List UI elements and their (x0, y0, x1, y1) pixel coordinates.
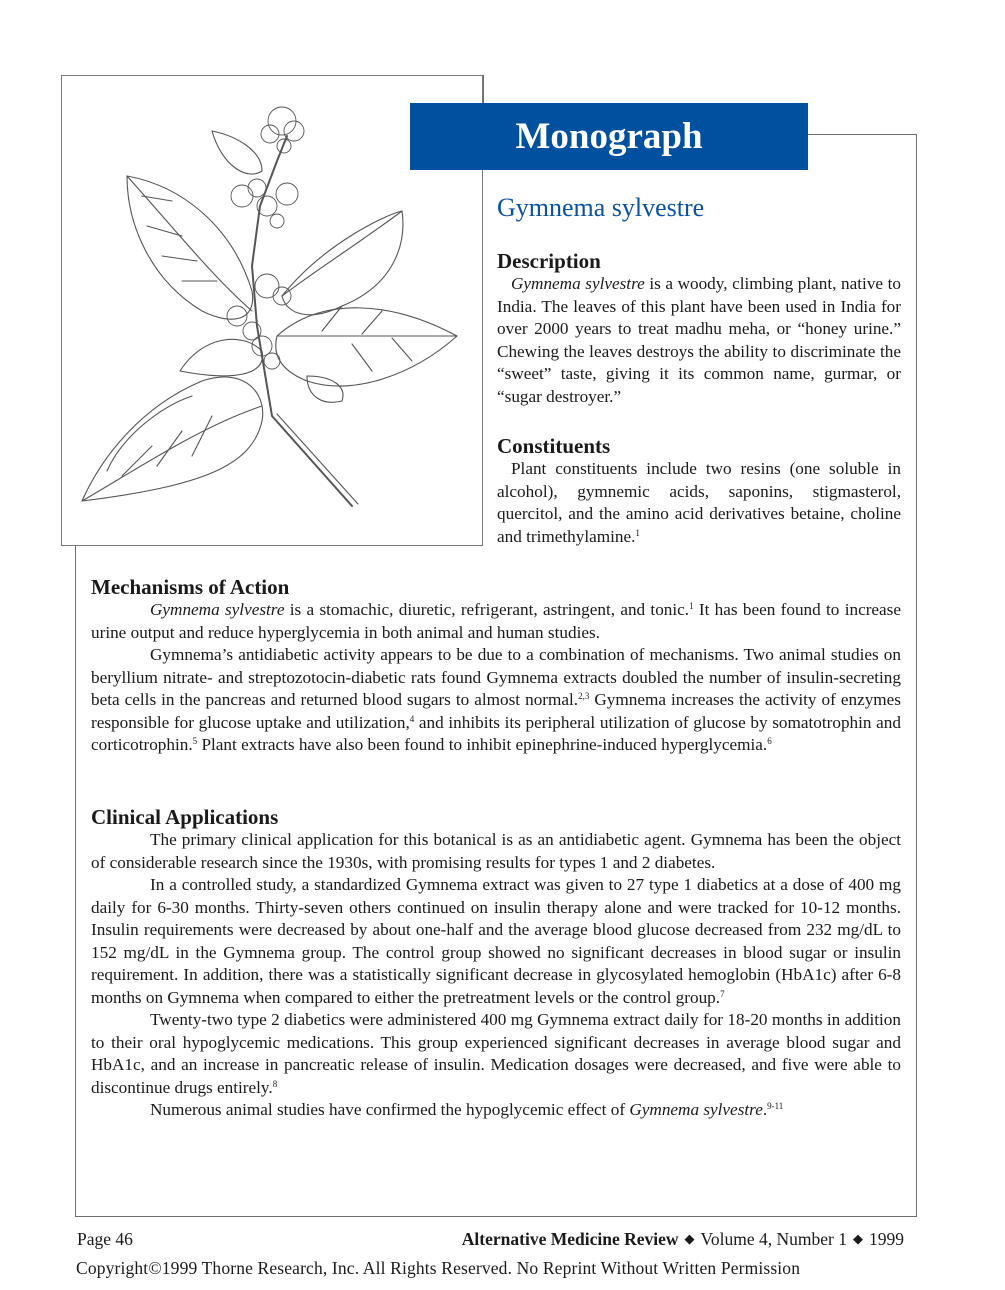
mechanisms-paragraph-2: Gymnema’s antidiabetic activity appears to be due to a combination of mechanisms. Two animal studies on beryllium nitrate- and streptozotocin-diabetic rats found Gymnema extracts doubled the number of insulin-secreting beta cells in the pancreas and returned blood sugars to almost normal.$^{2,3}$ Gymnema increases the activity of enzymes responsible for glucose uptake and utilization,$^4$ and inhibits its peripheral utilization of glucose by somatotrophin and corticotrophin.$^5$ Plant extracts have also been found to inhibit epinephrine-induced hyperglycemia.$^6$ (91, 645, 901, 754)
frame-bottom (75, 1216, 917, 1217)
species-italic: Gymnema sylvestre (511, 274, 645, 293)
reference-marker: 6 (767, 736, 772, 746)
mechanisms-paragraph-1: Gymnema sylvestre is a stomachic, diuretic, refrigerant, astringent, and tonic.$^1$ It has been found to increase urine output and reduce hyperglycemia in both animal and human studies. (91, 600, 901, 642)
journal-citation (462, 1229, 904, 1250)
clinical-paragraph-4: Numerous animal studies have confirmed the hypoglycemic effect of Gymnema sylvestre.$^{9-11}$ (150, 1100, 784, 1119)
reference-marker: 1 (689, 601, 694, 611)
clinical-paragraph-2: In a controlled study, a standardized Gymnema extract was given to 27 type 1 diabetics at a dose of 400 mg daily for 6-30 months. Thirty-seven others continued on insulin therapy alone and were tracked for 10-12 months. Insulin requirements were decreased by about one-half and the average blood glucose decreased from 232 mg/dL to 152 mg/dL in the Gymnema group. The control group showed no significant decreases in blood sugar or insulin requirement. In addition, there was a statistically significant decrease in glycosylated hemoglobin (HbA1c) after 6-8 months on Gymnema when compared to either the pretreatment levels or the control group.$^7$ (91, 875, 901, 1007)
diamond-icon: ◆ (684, 1231, 695, 1246)
description-paragraph: Gymnema sylvestre is a woody, climbing plant, native to India. The leaves of this plant have been used in India for over 2000 years to treat madhu meha, or “honey urine.” Chewing the leaves destroys the ability to discriminate the “sweet” taste, giving it its common name, gurmar, or “sugar destroyer.” (497, 274, 901, 406)
frame-top-right (808, 134, 917, 135)
copyright-notice: Copyright©1999 Thorne Research, Inc. All Rights Reserved. No Reprint Without Written Permission (76, 1258, 801, 1278)
clinical-paragraph-3: Twenty-two type 2 diabetics were administered 400 mg Gymnema extract daily for 18-20 months in addition to their oral hypoglycemic medications. This group experienced significant decreases in average blood sugar and HbA1c, and an increase in pancreatic release of insulin. Medication dosages were decreased, and five were able to discontinue drugs entirely.$^8$ (91, 1010, 901, 1097)
banner-title: Monograph (515, 116, 703, 157)
reference-marker: 7 (720, 988, 725, 999)
clinical-paragraph-1: The primary clinical application for this botanical is as an antidiabetic agent. Gymnema has been the object of considerable research since the 1930s, with promising results for types 1 and 2 diabetes. (91, 830, 901, 872)
clinical-section (91, 805, 901, 1122)
reference-marker: 9-11 (767, 1101, 784, 1111)
volume-info: Volume 4, Number 1 (700, 1229, 847, 1249)
reference-marker: 5 (192, 736, 198, 746)
frame-mid-vertical (483, 75, 484, 103)
reference-marker: 2,3 (578, 691, 590, 701)
reference-marker: 1 (635, 527, 640, 538)
mechanisms-section (91, 575, 901, 757)
monograph-banner (410, 103, 808, 170)
description-section (497, 249, 901, 408)
diamond-icon: ◆ (853, 1231, 863, 1246)
clinical-heading: Clinical Applications (91, 805, 279, 829)
description-heading: Description (497, 249, 601, 273)
year: 1999 (869, 1229, 904, 1249)
journal-name: Alternative Medicine Review (461, 1229, 679, 1249)
species-title: Gymnema sylvestre (497, 193, 705, 222)
page-number: Page 46 (77, 1229, 133, 1249)
frame-right (916, 134, 917, 1217)
constituents-section (497, 434, 901, 548)
constituents-heading: Constituents (497, 434, 611, 458)
constituents-paragraph: Plant constituents include two resins (one soluble in alcohol), gymnemic acids, saponins, stigmasterol, quercitol, and the amino acid derivatives betaine, choline and trimethylamine.$^1$ (497, 459, 901, 546)
reference-marker: 8 (272, 1078, 278, 1089)
frame-left (75, 546, 76, 1217)
mechanisms-heading: Mechanisms of Action (91, 575, 290, 599)
reference-marker: 4 (409, 713, 415, 724)
